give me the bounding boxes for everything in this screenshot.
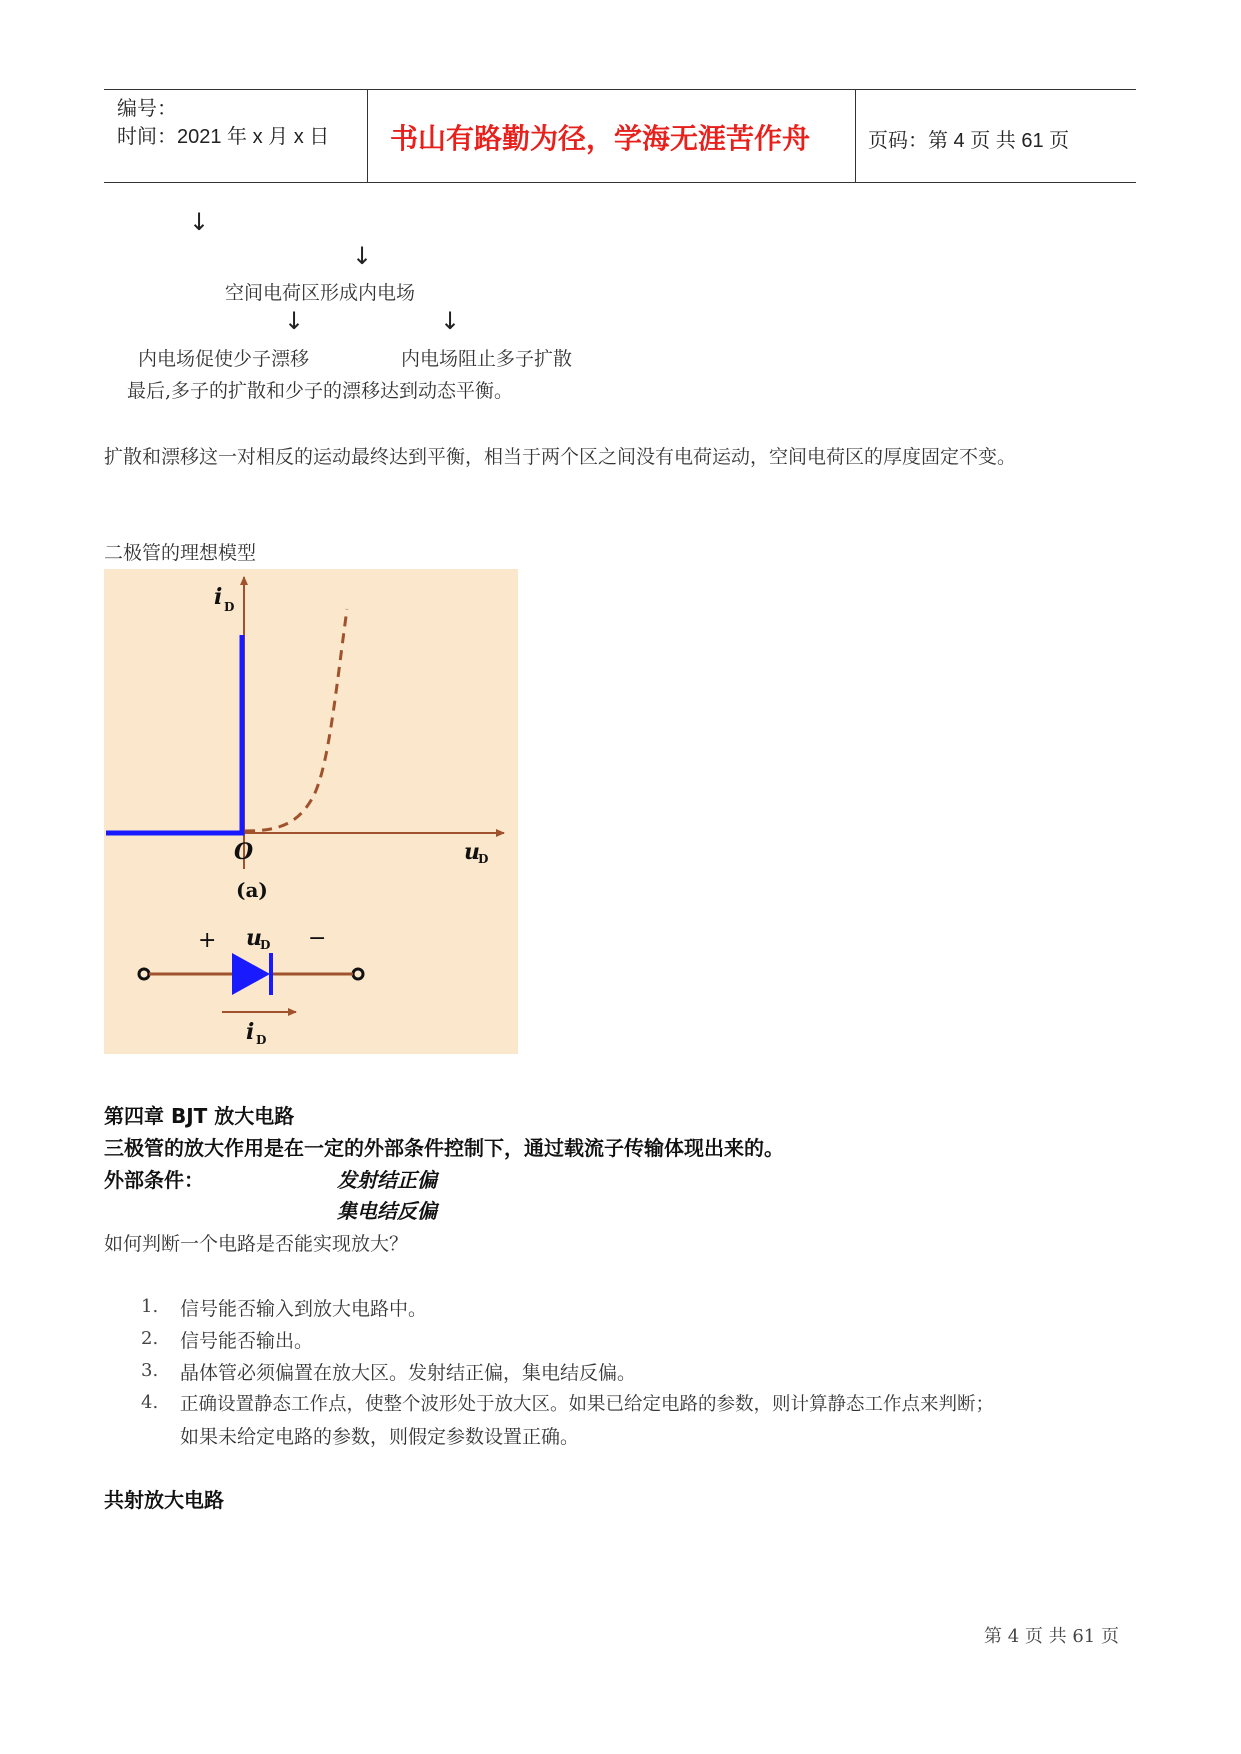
condition-collector: 集电结反偏 (337, 1199, 437, 1223)
list-item-4: 正确设置静态工作点，使整个波形处于放大区。如果已给定电路的参数，则计算静态工作点来判断； (180, 1394, 995, 1415)
header-time-label: 时间：2021 年 x 月 x 日 (117, 126, 330, 148)
header-bottom-rule (104, 182, 1136, 183)
list-num-4: 4. (141, 1392, 159, 1413)
voltage-label: u (246, 925, 262, 951)
header-number-label: 编号： (117, 98, 177, 120)
section-heading: 共射放大电路 (104, 1488, 224, 1512)
flow-space-charge: 空间电荷区形成内电场 (225, 282, 416, 304)
list-item-3: 晶体管必须偏置在放大区。发射结正偏，集电结反偏。 (180, 1362, 637, 1384)
diode-ideal-model-figure (104, 569, 518, 1054)
flow-left-effect: 内电场促使少子漂移 (138, 348, 310, 370)
list-num-3: 3. (141, 1360, 159, 1381)
minus-sign: − (308, 926, 327, 951)
figure-title: 二极管的理想模型 (104, 542, 257, 564)
list-num-1: 1. (141, 1296, 159, 1317)
x-axis-label: u (464, 839, 480, 865)
header-divider-right (855, 89, 856, 183)
current-label-sub: D (256, 1033, 267, 1047)
question: 如何判断一个电路是否能实现放大？ (104, 1233, 409, 1255)
right-terminal (353, 969, 363, 979)
list-item-2: 信号能否输出。 (180, 1330, 314, 1352)
header-motto: 书山有路勤为径，学海无涯苦作舟 (390, 122, 811, 155)
figure-caption: (a) (236, 878, 268, 902)
chapter-statement: 三极管的放大作用是在一定的外部条件控制下，通过载流子传输体现出来的。 (104, 1136, 784, 1160)
conditions-label: 外部条件： (104, 1168, 204, 1192)
current-label: i (246, 1019, 255, 1045)
list-item-4-continued: 如果未给定电路的参数，则假定参数设置正确。 (180, 1426, 580, 1448)
header-top-rule (104, 89, 1136, 90)
x-axis-label-sub: D (478, 852, 489, 866)
header-page-label: 页码：第 4 页 共 61 页 (868, 130, 1070, 152)
flow-right-effect: 内电场阻止多子扩散 (401, 348, 573, 370)
condition-emitter: 发射结正偏 (337, 1168, 437, 1192)
flow-arrow-1: ↓ (189, 208, 210, 236)
flow-conclusion: 最后,多子的扩散和少子的漂移达到动态平衡。 (127, 380, 514, 402)
header-divider-left (367, 89, 368, 183)
page-footer: 第 4 页 共 61 页 (984, 1626, 1119, 1647)
voltage-label-sub: D (260, 938, 271, 952)
flow-arrow-4: ↓ (440, 307, 461, 335)
y-axis-label-sub: D (224, 600, 235, 614)
list-item-1: 信号能否输入到放大电路中。 (180, 1298, 428, 1320)
origin-label: O (234, 839, 254, 865)
paragraph: 扩散和漂移这一对相反的运动最终达到平衡，相当于两个区之间没有电荷运动，空间电荷区的厚度固定不变。 (104, 446, 1017, 468)
figure-background (104, 569, 518, 1054)
flow-arrow-2: ↓ (352, 242, 373, 270)
list-num-2: 2. (141, 1328, 159, 1349)
left-terminal (139, 969, 149, 979)
y-axis-label: i (214, 584, 223, 610)
flow-arrow-3: ↓ (284, 307, 305, 335)
chapter-title: 第四章 BJT 放大电路 (104, 1104, 295, 1128)
plus-sign: + (198, 928, 217, 953)
